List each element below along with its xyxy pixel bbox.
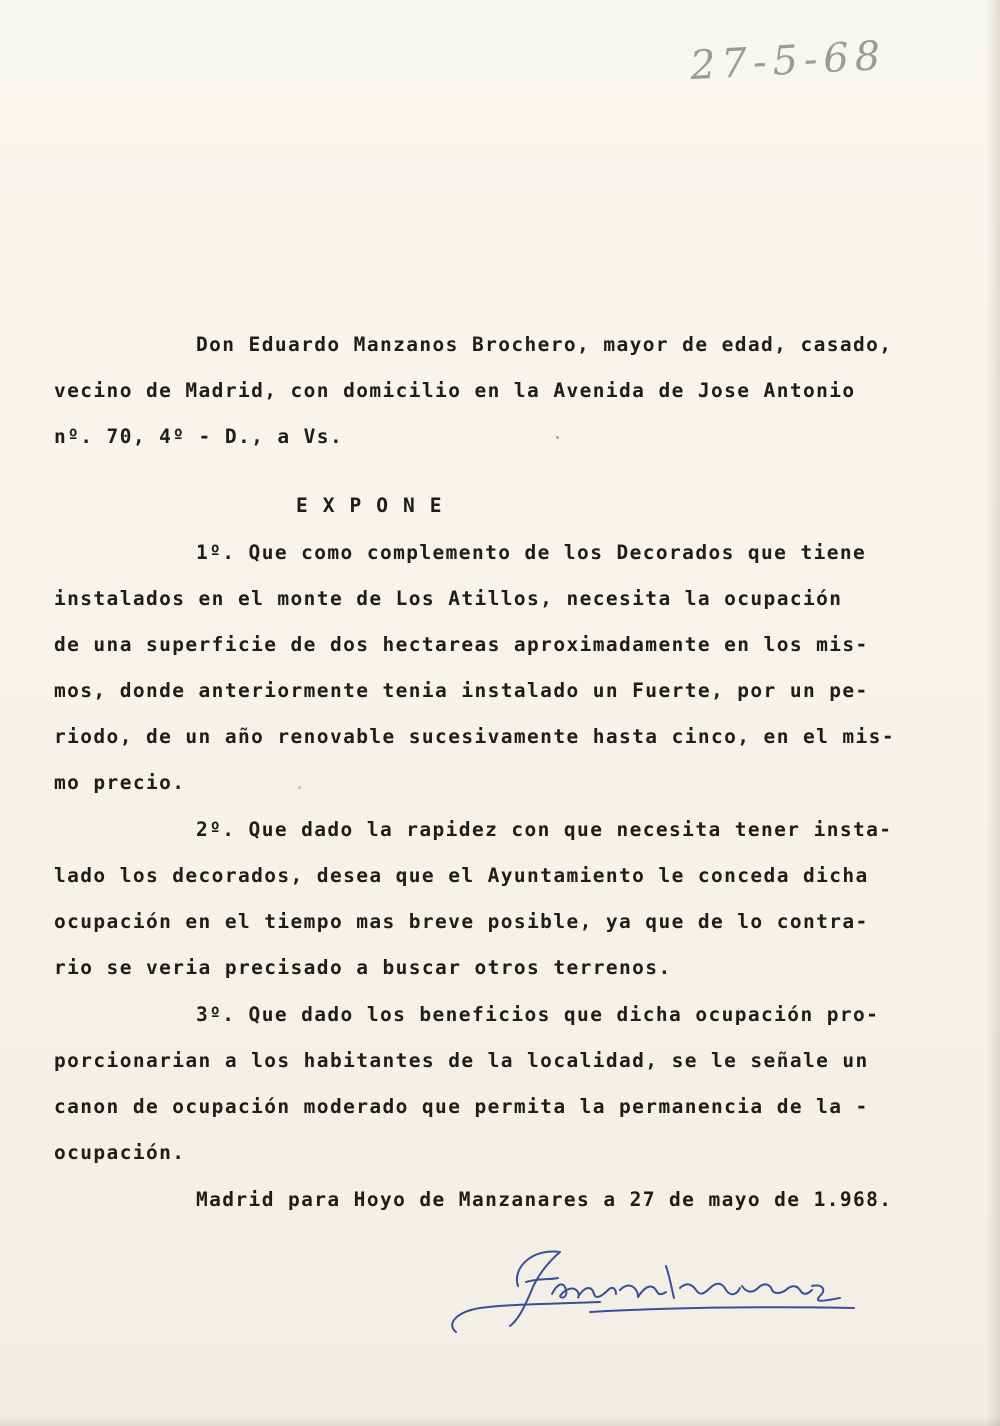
point-2-line-1: 2º. Que dado la rapidez con que necesita tener insta- [196,818,893,841]
point-1-line-5: riodo, de un año renovable sucesivamente hasta cinco, en el mis- [54,725,895,748]
dust-speck [298,786,301,789]
point-1-line-1: 1º. Que como complemento de los Decorados que tiene [196,541,867,564]
point-2-line-4: rio se veria precisado a buscar otros terrenos. [54,956,672,979]
point-1-line-2: instalados en el monte de Los Atillos, necesita la ocupación [54,587,843,610]
point-3-line-4: ocupación. [54,1141,186,1164]
signature [440,1238,870,1348]
point-3-line-1: 3º. Que dado los beneficios que dicha ocupación pro- [196,1003,880,1026]
point-2-line-2: lado los decorados, desea que el Ayuntamiento le conceda dicha [54,864,869,887]
closing-line: Madrid para Hoyo de Manzanares a 27 de mayo de 1.968. [196,1188,893,1211]
point-1-line-6: mo precio. [54,771,186,794]
dust-speck [556,436,559,439]
intro-line-3: nº. 70, 4º - D., a Vs. [54,425,344,448]
intro-line-2: vecino de Madrid, con domicilio en la Avenida de Jose Antonio [54,379,856,402]
heading-expone: EXPONE [296,494,457,517]
handwritten-date: 27-5-68 [688,32,888,90]
page-bottom-shadow [0,1416,1000,1426]
point-3-line-2: porcionarian a los habitantes de la localidad, se le señale un [54,1049,869,1072]
point-2-line-3: ocupación en el tiempo mas breve posible, ya que de lo contra- [54,910,869,933]
page-edge-shadow [986,0,1000,1426]
point-3-line-3: canon de ocupación moderado que permita la permanencia de la - [54,1095,869,1118]
intro-line-1: Don Eduardo Manzanos Brochero, mayor de edad, casado, [196,333,893,356]
point-1-line-4: mos, donde anteriormente tenia instalado un Fuerte, por un pe- [54,679,869,702]
point-1-line-3: de una superficie de dos hectareas aproximadamente en los mis- [54,633,869,656]
